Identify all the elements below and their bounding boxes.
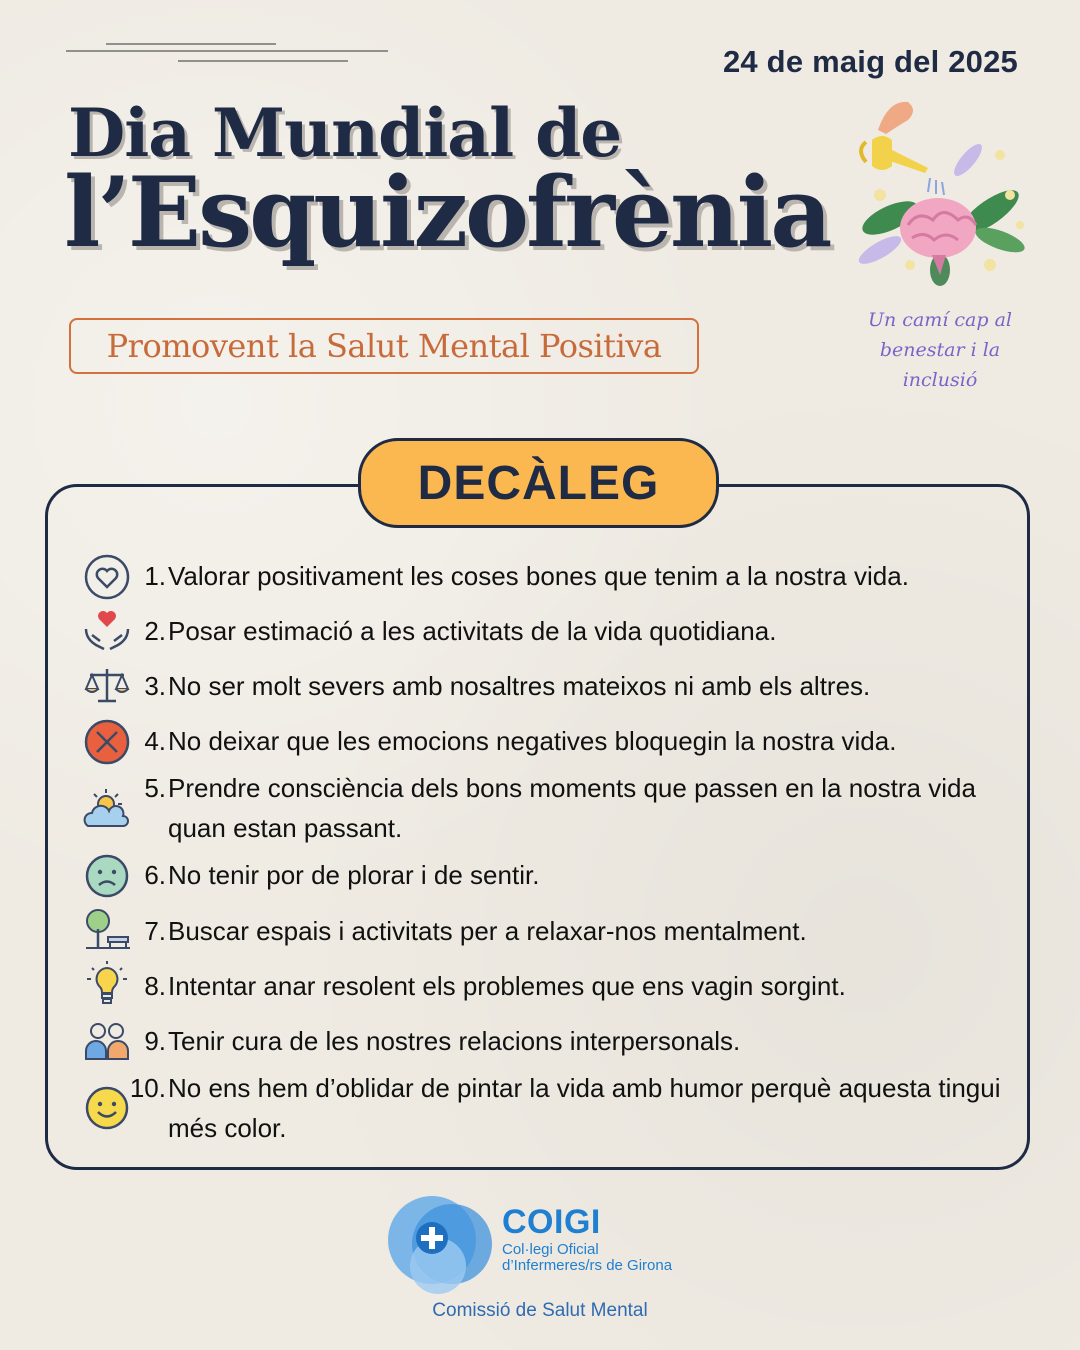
- subtitle-frame: [69, 318, 699, 374]
- org-line1: Col·legi Oficial: [502, 1241, 599, 1258]
- event-date: 24 de maig del 2025: [722, 44, 1018, 79]
- sun-cloud-icon: [82, 786, 132, 836]
- decorative-lines: [66, 40, 388, 66]
- item-text: Tenir cura de les nostres relacions interpersonals.: [168, 1026, 741, 1056]
- item-text: Valorar positivament les coses bones que tenim a la nostra vida.: [168, 561, 909, 591]
- item-text: Buscar espais i activitats per a relaxar-nos mentalment.: [168, 916, 807, 946]
- item-number: 10.: [129, 1073, 166, 1103]
- brain-flowers-illustration: [850, 100, 1030, 290]
- page-title-line1: Dia Mundial de: [68, 94, 622, 172]
- heart-circle-icon: [82, 552, 132, 602]
- motto-line2: benestar i la inclusió: [879, 339, 1001, 391]
- item-number: 7.: [144, 916, 166, 946]
- motto-line1: Un camí cap al: [868, 309, 1012, 331]
- item-number: 3.: [144, 671, 166, 701]
- hands-heart-icon: [82, 605, 132, 655]
- item-number: 2.: [144, 616, 166, 646]
- motto: [840, 305, 1040, 395]
- org-short-name: COIGI: [502, 1203, 601, 1241]
- item-number: 6.: [144, 860, 166, 890]
- item-number: 5.: [144, 773, 166, 803]
- decalogue-heading-badge: [358, 438, 719, 528]
- item-text: No ser molt severs amb nosaltres mateixos ni amb els altres.: [168, 671, 871, 701]
- item-number: 1.: [144, 561, 166, 591]
- item-number: 4.: [144, 726, 166, 756]
- commission-name: Comissió de Salut Mental: [432, 1300, 648, 1321]
- item-text: No ens hem d’oblidar de pintar la vida amb humor perquè aquesta tingui més color.: [168, 1073, 1001, 1143]
- smiley-icon: [82, 1083, 132, 1133]
- page-title-line2: l’Esquizofrènia: [64, 156, 830, 269]
- item-text: Posar estimació a les activitats de la vida quotidiana.: [168, 616, 777, 646]
- tree-bench-icon: [82, 905, 132, 955]
- decalogue-heading: DECÀLEG: [417, 456, 660, 510]
- cross-circle-icon: [82, 717, 132, 767]
- item-number: 9.: [144, 1026, 166, 1056]
- balance-scale-icon: [82, 661, 132, 711]
- item-text: No deixar que les emocions negatives bloquegin la nostra vida.: [168, 726, 897, 756]
- org-full-name: [502, 1242, 672, 1274]
- subtitle: Promovent la Salut Mental Positiva: [106, 327, 662, 365]
- item-text: No tenir por de plorar i de sentir.: [168, 860, 540, 890]
- item-text: Prendre consciència dels bons moments que passen en la nostra vida quan estan passant.: [168, 773, 976, 843]
- item-number: 8.: [144, 971, 166, 1001]
- lightbulb-icon: [82, 960, 132, 1010]
- org-line2: d’Infermeres/rs de Girona: [502, 1257, 673, 1274]
- sad-face-icon: [82, 851, 132, 901]
- people-icon: [82, 1017, 132, 1067]
- item-text: Intentar anar resolent els problemes que ens vagin sorgint.: [168, 971, 846, 1001]
